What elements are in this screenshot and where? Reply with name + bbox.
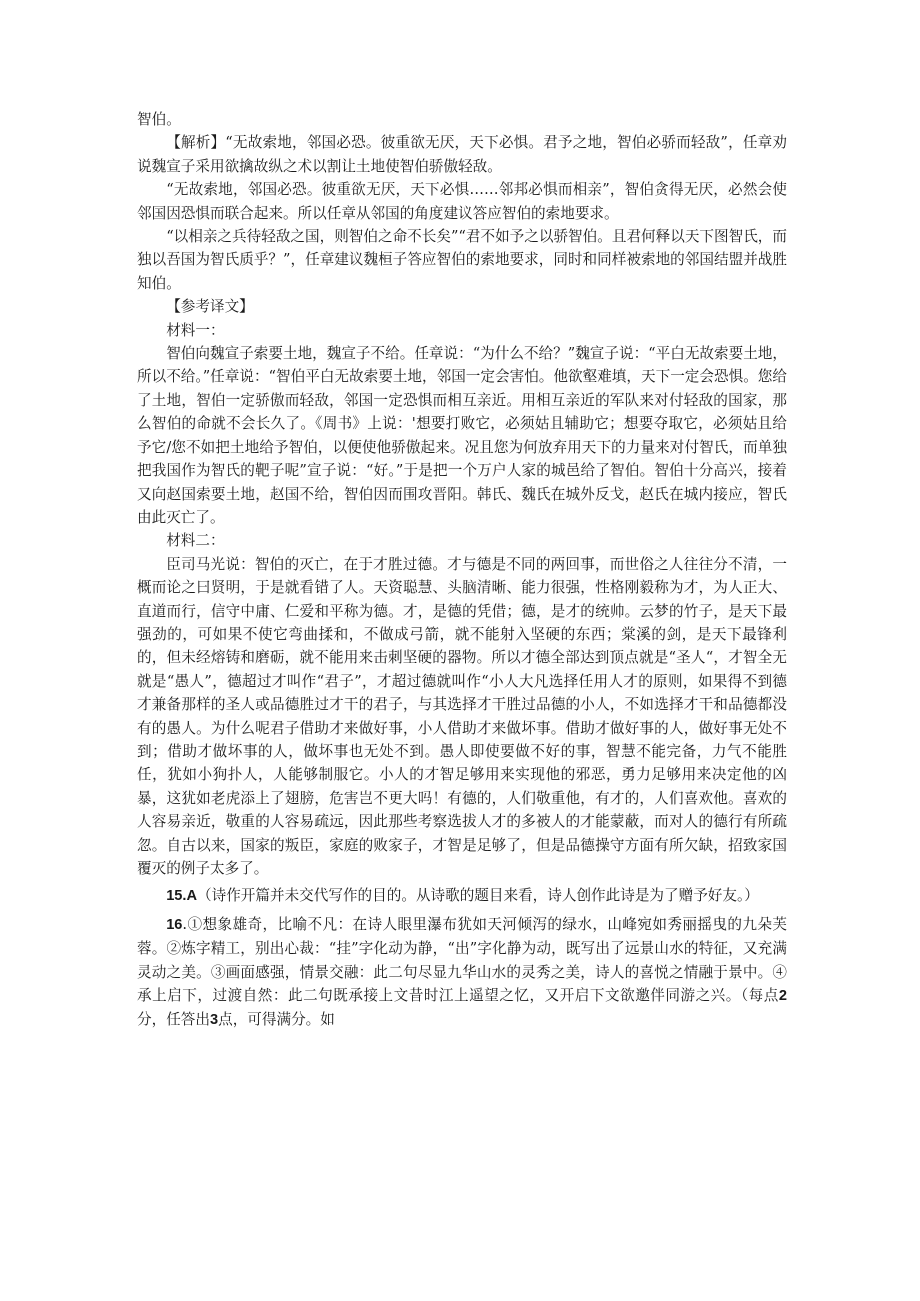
- reference-translation-heading: 【参考译文】: [166, 298, 254, 316]
- analysis-paragraph-1: 【解析】“无故索地，邻国必恐。彼重欲无厌，天下必惧。君予之地，智伯必骄而轻敌”，任章劝说魏宣子采用欲擒故纵之术以割让土地使智伯骄傲轻敌。: [137, 134, 787, 175]
- text-line-opening: 智伯。: [137, 111, 181, 128]
- answer-document: [137, 108, 787, 1033]
- material-1-translation: 智伯向魏宣子索要土地，魏宣子不给。任章说：“为什么不给？”魏宣子说：“平白无故索要土地，所以不给。”任章说：“智伯平白无故索要土地，邻国一定会害怕。他欲壑难填，天下一定会恐惧。您给了土地，智伯一定骄傲而轻敌，邻国一定恐惧而相互亲近。用相互亲近的军队来对付轻敌的国家，那么智伯的命就不会长久了。《周书》上说：'想要打败它，必须姑且辅助它；想要夺取它，必须姑且给予它/您不如把土地给予智伯，以便使他骄傲起来。况且您为何放弃用天下的力量来对付智氏，而单独把我国作为智氏的靶子呢”宣子说：“好。”于是把一个万户人家的城邑给了智伯。智伯十分高兴，接着又向赵国索要土地，赵国不给，智伯因而围攻晋阳。韩氏、魏氏在城外反戈，赵氏在城内接应，智氏由此灭亡了。: [137, 345, 787, 526]
- question-16-answer: [137, 913, 787, 1033]
- question-15-choice: .A: [182, 888, 198, 905]
- question-16-scoring-tail: 点，可得满分。如: [218, 1011, 335, 1029]
- question-16-scoring-text: 分，任答出: [137, 1011, 210, 1029]
- analysis-paragraph-2: “无故索地，邻国必恐。彼重欲无厌，天下必惧……邻邦必惧而相亲”，智伯贪得无厌，必然会使邻国因恐惧而联合起来。所以任章从邻国的角度建议答应智伯的索地要求。: [137, 181, 787, 222]
- material-1-label: 材料一：: [166, 321, 225, 339]
- material-2-translation: 臣司马光说：智伯的灭亡，在于才胜过德。才与德是不同的两回事，而世俗之人往往分不清，一概而论之曰贤明，于是就看错了人。天资聪慧、头脑清晰、能力很强，性格刚毅称为才，为人正大、直道而行，信守中庸、仁爱和平称为德。才，是德的凭借；德，是才的统帅。云梦的竹子，是天下最强劲的，可如果不使它弯曲揉和，不做成弓箭，就不能射入坚硬的东西；棠溪的剑，是天下最锋利的，但未经熔铸和磨砺，就不能用来击刺坚硬的器物。所以才德全部达到顶点就是“圣人“，才智全无就是“愚人”，德超过才叫作“君子”，才超过德就叫作“小人大凡选择任用人才的原则，如果得不到德才兼备那样的圣人或品德胜过才干的君子，与其选择才干胜过品德的小人，不如选择才干和品德都没有的愚人。为什么呢君子借助才来做好事，小人借助才来做坏事。借助才做好事的人，做好事无处不到；借助才做坏事的人，做坏事也无处不到。愚人即使要做不好的事，智慧不能完备，力气不能胜任，犹如小狗扑人，人能够制服它。小人的才智足够用来实现他的邪恶，勇力足够用来决定他的凶暴，这犹如老虎添上了翅膀，危害岂不更大吗！有德的，人们敬重他，有才的，人们喜欢他。喜欢的人容易亲近，敬重的人容易疏远，因此那些考察选拔人才的多被人的才能蒙蔽，而对人的德行有所疏忽。自古以来，国家的叛臣，家庭的败家子，才智是足够了，但是品德操守方面有所欠缺，招致家国覆灭的例子太多了。: [137, 555, 787, 877]
- question-15-number: 15: [166, 888, 183, 905]
- question-16-explanation: .①想象雄奇，比喻不凡：在诗人眼里瀑布犹如天河倾泻的绿水，山峰宛如秀丽摇曳的九朵芙蓉。②炼字精工，别出心裁：“挂”字化动为静，“出”字化静为动，既写出了远景山水的特征，又充满灵动之美。③画面感强，情景交融：此二句尽显九华山水的灵秀之美，诗人的喜悦之情融于景中。④承上启下，过渡自然：此二句既承接上文昔时江上遥望之忆，又开启下文欲邀伴同游之兴。（每点: [137, 915, 787, 1005]
- material-2-label: 材料二：: [166, 532, 225, 550]
- analysis-paragraph-3: “以相亲之兵待轻敌之国，则智伯之命不长矣”“君不如予之以骄智伯。且君何释以天下图智氏，而独以吾国为智氏质乎？”，任章建议魏桓子答应智伯的索地要求，同时和同样被索地的邻国结盟并战胜知伯。: [137, 228, 787, 292]
- question-15-explanation: （诗作开篇并未交代写作的目的。从诗歌的题目来看，诗人创作此诗是为了赠予好友。）: [197, 887, 759, 905]
- question-16-points-each: 2: [778, 988, 787, 1005]
- question-15-answer: [137, 884, 787, 908]
- question-16-number: 16: [166, 916, 183, 933]
- question-16-points-count: 3: [209, 1012, 219, 1029]
